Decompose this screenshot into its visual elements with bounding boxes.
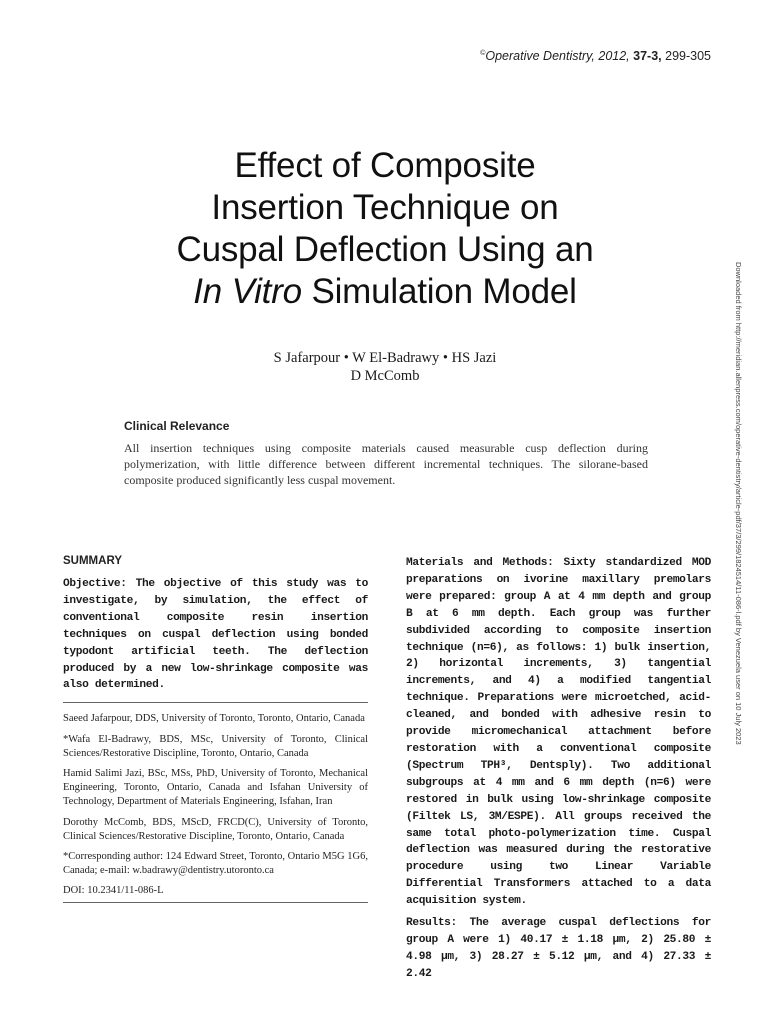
download-watermark [733, 262, 753, 782]
title-line-4-rest: Simulation Model [301, 272, 577, 311]
title-line-1: Effect of Composite [234, 146, 536, 185]
title-line-3: Cuspal Deflection Using an [176, 230, 594, 269]
left-column [63, 555, 368, 903]
title-line-4-italic: In Vitro [193, 272, 302, 311]
journal-name: Operative Dentistry, 2012, [485, 49, 634, 63]
authors-line-1: S Jafarpour • W El-Badrawy • HS Jazi [273, 350, 497, 366]
affiliation-2: *Wafa El-Badrawy, BDS, MSc, University of Toronto, Clinical Sciences/Restorative Discipline, Toronto, Ontario, Canada [63, 733, 368, 759]
affiliation-divider [63, 702, 368, 703]
journal-citation [480, 49, 711, 63]
affiliation-4: Dorothy McComb, BDS, MScD, FRCD(C), University of Toronto, Clinical Sciences/Restorative Discipline, Toronto, Ontario, Canada [63, 816, 368, 842]
methods-paragraph: Materials and Methods: Sixty standardized MOD preparations on ivorine maxillary premolars were prepared: group A at 4 mm depth and group B at 6 mm depth. Each group was further subdivided according to composite insertion technique (n=6), as follows: 1) bulk insertion, 2) horizontal increments, 3) tangential increments, and 4) a modified tangential technique. Preparations were microetched, acid-cleaned, and bonded with adhesive resin to provide micromechanical attachment before restoration with a conventional composite (Spectrum TPH³, Dentsply). Two additional subgroups at 4 mm and 6 mm depth (n=6) were restored in bulk using low-shrinkage composite (Filtek LS, 3M/ESPE). All groups received the same total photo-polymerization time. Cuspal deflection was measured during the restorative procedure using two Linear Variable Differential Transformers attached to a data acquisition system. [406, 557, 711, 908]
doi: DOI: 10.2341/11-086-L [63, 885, 164, 897]
author-list [110, 349, 660, 385]
right-column [406, 555, 711, 983]
article-title [110, 145, 660, 313]
authors-line-2: D McComb [350, 368, 420, 384]
corresponding-author: *Corresponding author: 124 Edward Street, Toronto, Ontario M5G 1G6, Canada; e-mail: w.badrawy@dentistry.utoronto.ca [63, 850, 368, 877]
doi-divider [63, 902, 368, 903]
affiliation-3: Hamid Salimi Jazi, BSc, MSs, PhD, University of Toronto, Mechanical Engineering, Toronto, Ontario, Canada and Isfahan University of Technology, Department of Materials Engineering, Isfahan, Iran [63, 767, 368, 808]
summary-objective: Objective: The objective of this study was to investigate, by simulation, the effect of conventional composite resin insertion techniques on cuspal deflection using bonded typodont artificial teeth. The deflection produced by a new low-shrinkage composite was also determined. [63, 578, 368, 692]
summary-heading: SUMMARY [63, 555, 122, 567]
results-paragraph: Results: The average cuspal deflections for group A were 1) 40.17 ± 1.18 μm, 2) 25.80 ± 4.98 μm, 3) 28.27 ± 5.12 μm, and 4) 27.33 ± 2.42 [406, 917, 711, 980]
journal-pages: 299-305 [661, 49, 711, 63]
journal-volume: 37-3, [633, 49, 662, 63]
title-line-2: Insertion Technique on [211, 188, 559, 227]
download-watermark-text: Downloaded from http://meridian.allenpress.com/operative-dentistry/article-pdf/37/3/299/1824514/11-086-l.pdf by Venezuela user on 10 July 2023 [734, 262, 743, 745]
clinical-relevance-heading: Clinical Relevance [124, 419, 230, 433]
clinical-relevance-text: All insertion techniques using composite materials caused measurable cusp deflection during polymerization, with little difference between different incremental techniques. The silorane-based composite produced significantly less cuspal movement. [124, 441, 648, 487]
affiliation-1: Saeed Jafarpour, DDS, University of Toronto, Toronto, Ontario, Canada [63, 713, 365, 725]
copyright-symbol: © [480, 49, 486, 57]
